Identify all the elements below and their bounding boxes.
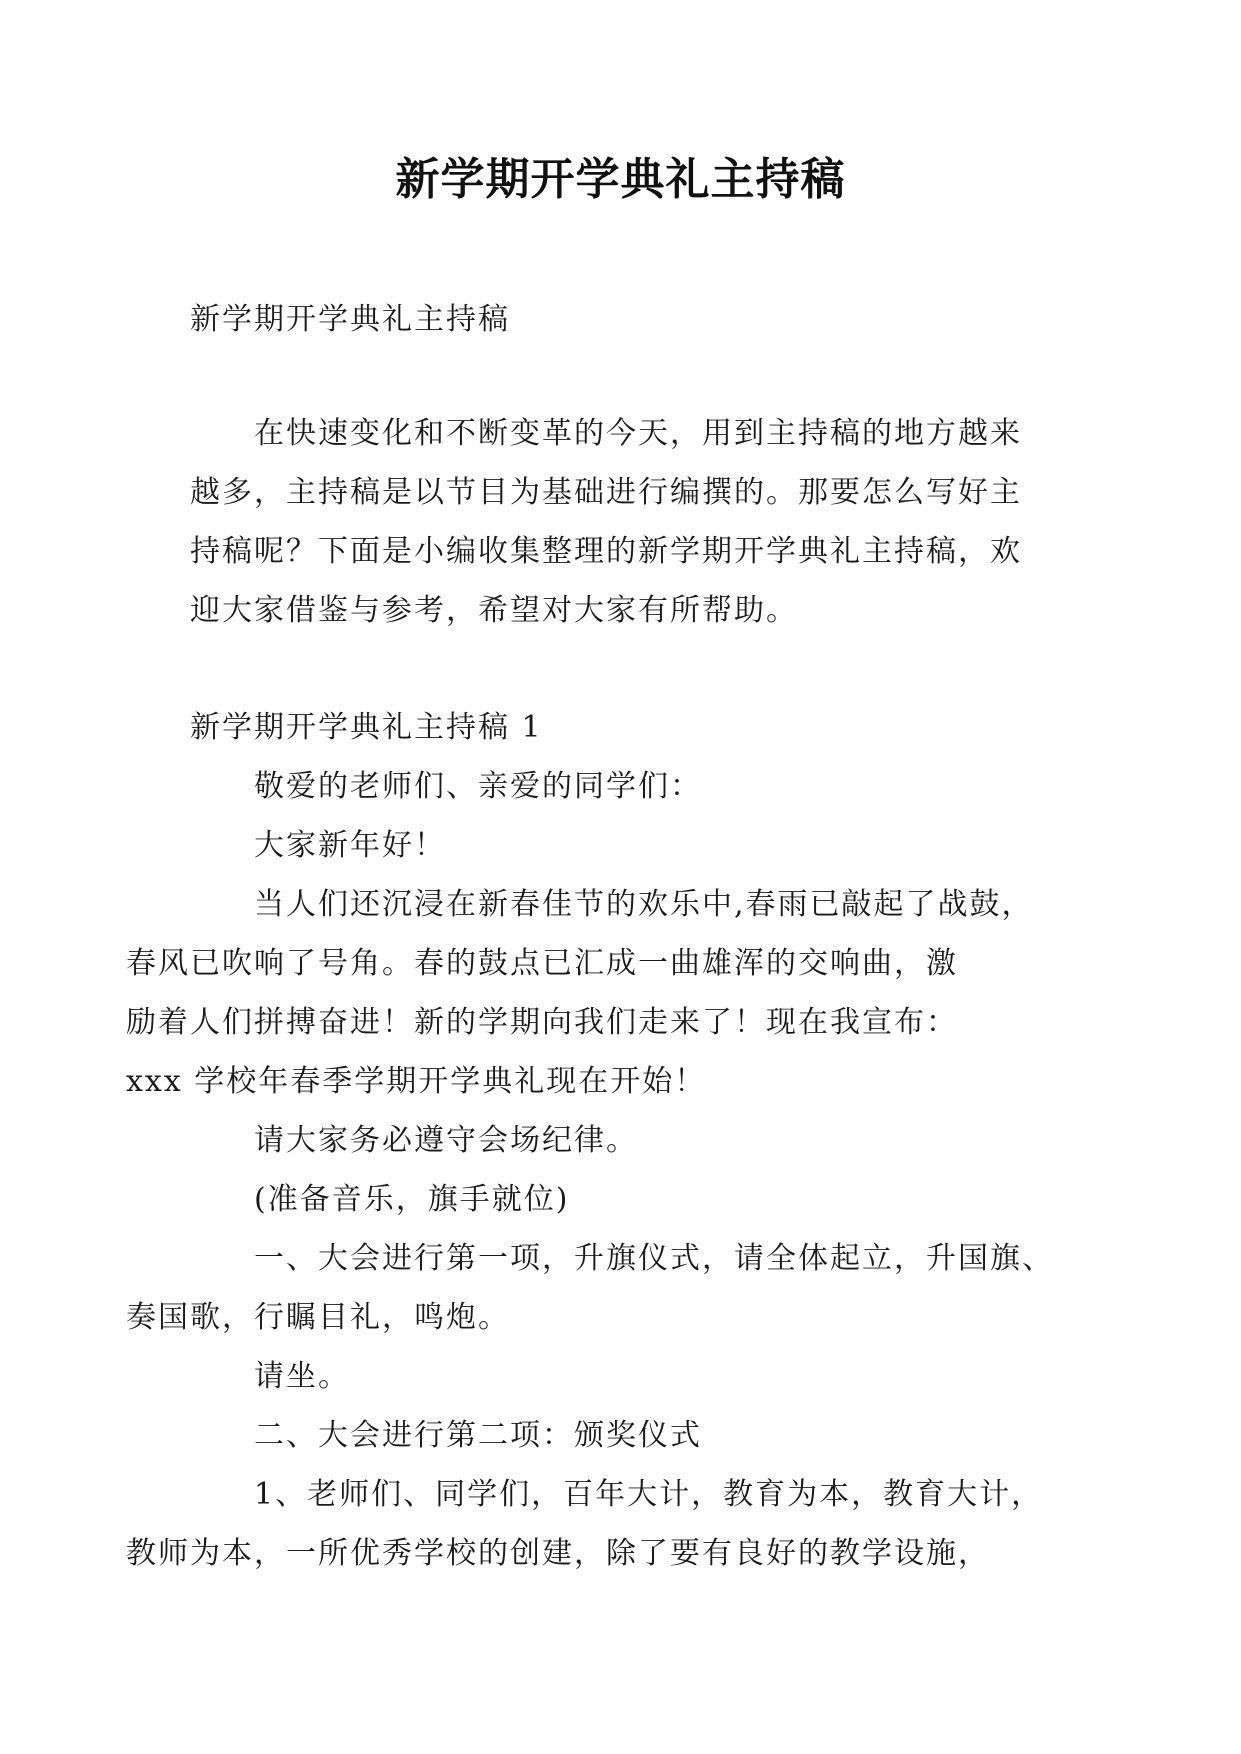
section-heading: 新学期开学典礼主持稿 1 <box>190 710 543 745</box>
text-line: 励着人们拼搏奋进！新的学期向我们走来了！现在我宣布： <box>126 1005 958 1040</box>
text-line: 请大家务必遵守会场纪律。 <box>254 1123 638 1158</box>
text-line: 当人们还沉浸在新春佳节的欢乐中,春雨已敲起了战鼓， <box>254 887 1034 922</box>
paragraph <box>190 1406 1060 1465</box>
intro-paragraph <box>190 404 1060 640</box>
text-line: 大家新年好！ <box>254 828 446 863</box>
text-line: 持稿呢？下面是小编收集整理的新学期开学典礼主持稿，欢 <box>190 534 1022 569</box>
text-line: 迎大家借鉴与参考，希望对大家有所帮助。 <box>190 593 798 628</box>
paragraph <box>190 1111 1060 1170</box>
text-line: (准备音乐，旗手就位) <box>254 1182 570 1217</box>
text-line: 教师为本，一所优秀学校的创建，除了要有良好的教学设施， <box>126 1536 990 1571</box>
text-line: 在快速变化和不断变革的今天，用到主持稿的地方越来 <box>254 416 1022 451</box>
paragraph <box>190 816 1060 875</box>
paragraph <box>126 1465 1060 1583</box>
text-line: xxx 学校年春季学期开学典礼现在开始！ <box>126 1064 707 1099</box>
paragraph <box>190 757 1060 816</box>
paragraph <box>126 1229 1060 1347</box>
text-line: 越多，主持稿是以节目为基础进行编撰的。那要怎么写好主 <box>190 475 1022 510</box>
paragraph <box>190 1347 1060 1406</box>
text-line: 一、大会进行第一项，升旗仪式，请全体起立，升国旗、 <box>254 1241 1054 1276</box>
paragraph <box>126 875 1060 1111</box>
document-title: 新学期开学典礼主持稿 <box>395 154 846 205</box>
text-line: 二、大会进行第二项：颁奖仪式 <box>254 1418 702 1453</box>
text-line: 敬爱的老师们、亲爱的同学们： <box>254 769 702 804</box>
paragraph <box>190 1170 1060 1229</box>
text-line: 春风已吹响了号角。春的鼓点已汇成一曲雄浑的交响曲，激 <box>126 946 958 981</box>
text-line: 请坐。 <box>254 1359 350 1394</box>
document-subtitle: 新学期开学典礼主持稿 <box>190 302 510 337</box>
intro-text <box>190 404 1060 640</box>
section-content <box>126 757 1060 1583</box>
text-line: 奏国歌，行瞩目礼，鸣炮。 <box>126 1300 510 1335</box>
text-line: 1、老师们、同学们，百年大计，教育为本，教育大计， <box>254 1477 1044 1512</box>
